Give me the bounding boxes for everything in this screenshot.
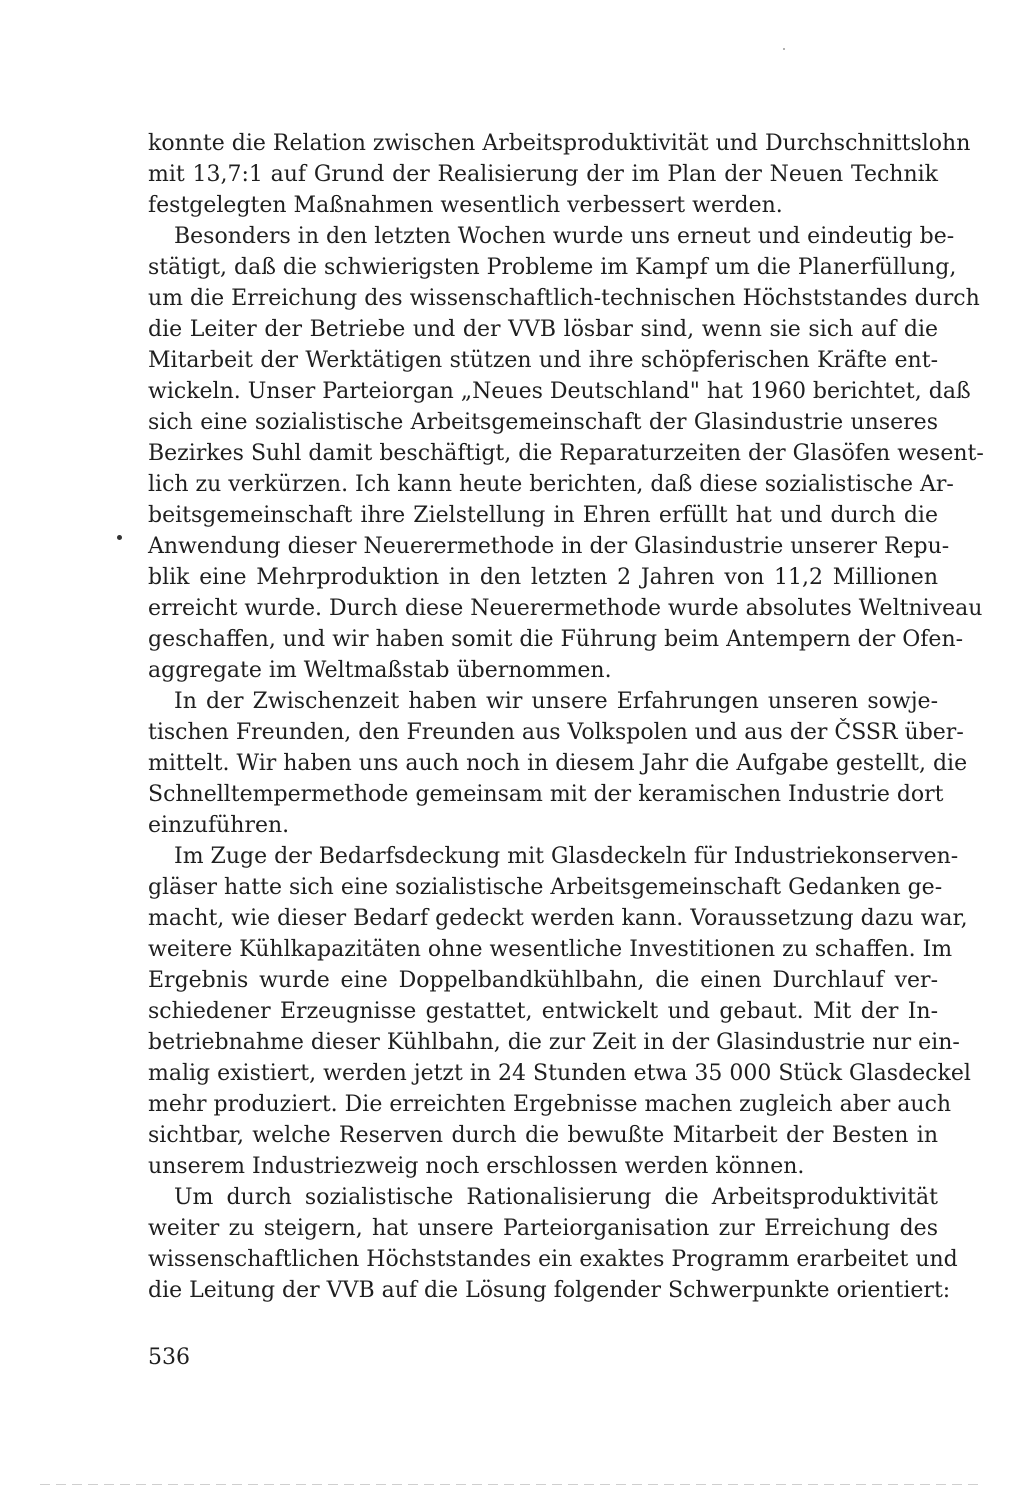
text-line: Mitarbeit der Werktätigen stützen und ihre schöpferischen Kräfte ent-	[148, 348, 938, 373]
page-number: 536	[148, 1345, 190, 1370]
text-line: tischen Freunden, den Freunden aus Volkspolen und aus der ČSSR über-	[148, 720, 964, 745]
body-text	[148, 128, 984, 1306]
text-line: stätigt, daß die schwierigsten Probleme im Kampf um die Planerfüllung,	[148, 255, 957, 280]
text-line: lich zu verkürzen. Ich kann heute berichten, daß diese sozialistische Ar-	[148, 472, 954, 497]
scan-speck-mark	[783, 48, 785, 50]
text-line: geschaffen, und wir haben somit die Führung beim Antempern der Ofen-	[148, 627, 964, 652]
text-line: erreicht wurde. Durch diese Neuerermethode wurde absolutes Weltniveau	[148, 596, 983, 621]
text-line: sichtbar, welche Reserven durch die bewußte Mitarbeit der Besten in	[148, 1123, 938, 1148]
text-line: schiedener Erzeugnisse gestattet, entwickelt und gebaut. Mit der In-	[148, 999, 938, 1024]
text-line: malig existiert, werden jetzt in 24 Stunden etwa 35 000 Stück Glasdeckel	[148, 1061, 971, 1086]
text-line: blik eine Mehrproduktion in den letzten 2 Jahren von 11,2 Millionen	[148, 565, 938, 590]
text-line: Schnelltempermethode gemeinsam mit der keramischen Industrie dort	[148, 782, 944, 807]
text-line: weitere Kühlkapazitäten ohne wesentliche Investitionen zu schaffen. Im	[148, 937, 953, 962]
paragraph-start-line: In der Zwischenzeit haben wir unsere Erfahrungen unseren sowje-	[174, 689, 938, 714]
text-line: beitsgemeinschaft ihre Zielstellung in Ehren erfüllt hat und durch die	[148, 503, 938, 528]
text-line: weiter zu steigern, hat unsere Parteiorganisation zur Erreichung des	[148, 1216, 938, 1241]
text-line: Bezirkes Suhl damit beschäftigt, die Reparaturzeiten der Glasöfen wesent-	[148, 441, 984, 466]
text-line: festgelegten Maßnahmen wesentlich verbessert werden.	[148, 193, 783, 218]
text-line: macht, wie dieser Bedarf gedeckt werden kann. Voraussetzung dazu war,	[148, 906, 968, 931]
text-line: wickeln. Unser Parteiorgan „Neues Deutschland" hat 1960 berichtet, daß	[148, 379, 971, 404]
text-line: um die Erreichung des wissenschaftlich-technischen Höchststandes durch	[148, 286, 980, 311]
text-line: Ergebnis wurde eine Doppelbandkühlbahn, die einen Durchlauf ver-	[148, 968, 938, 993]
text-line: die Leiter der Betriebe und der VVB lösbar sind, wenn sie sich auf die	[148, 317, 938, 342]
paragraph-start-line: Im Zuge der Bedarfsdeckung mit Glasdeckeln für Industriekonserven-	[174, 844, 959, 869]
text-line: aggregate im Weltmaßstab übernommen.	[148, 658, 612, 683]
text-line: mittelt. Wir haben uns auch noch in diesem Jahr die Aufgabe gestellt, die	[148, 751, 968, 776]
scan-edge-line	[40, 1484, 980, 1485]
text-line: gläser hatte sich eine sozialistische Arbeitsgemeinschaft Gedanken ge-	[148, 875, 943, 900]
paragraph-start-line: Um durch sozialistische Rationalisierung die Arbeitsproduktivität	[174, 1185, 938, 1210]
paragraph-start-line: Besonders in den letzten Wochen wurde uns erneut und eindeutig be-	[174, 224, 955, 249]
text-line: unserem Industriezweig noch erschlossen werden können.	[148, 1154, 805, 1179]
text-line: mit 13,7:1 auf Grund der Realisierung der im Plan der Neuen Technik	[148, 162, 938, 187]
text-line: konnte die Relation zwischen Arbeitsproduktivität und Durchschnittslohn	[148, 131, 971, 156]
text-line: die Leitung der VVB auf die Lösung folgender Schwerpunkte orientiert:	[148, 1278, 951, 1303]
text-line: Anwendung dieser Neuerermethode in der Glasindustrie unserer Repu-	[148, 534, 950, 559]
scan-dot-mark	[117, 535, 122, 540]
text-line: wissenschaftlichen Höchststandes ein exaktes Programm erarbeitet und	[148, 1247, 958, 1272]
text-line: mehr produziert. Die erreichten Ergebnisse machen zugleich aber auch	[148, 1092, 952, 1117]
text-line: sich eine sozialistische Arbeitsgemeinschaft der Glasindustrie unseres	[148, 410, 938, 435]
text-line: betriebnahme dieser Kühlbahn, die zur Zeit in der Glasindustrie nur ein-	[148, 1030, 960, 1055]
text-line: einzuführen.	[148, 813, 290, 838]
